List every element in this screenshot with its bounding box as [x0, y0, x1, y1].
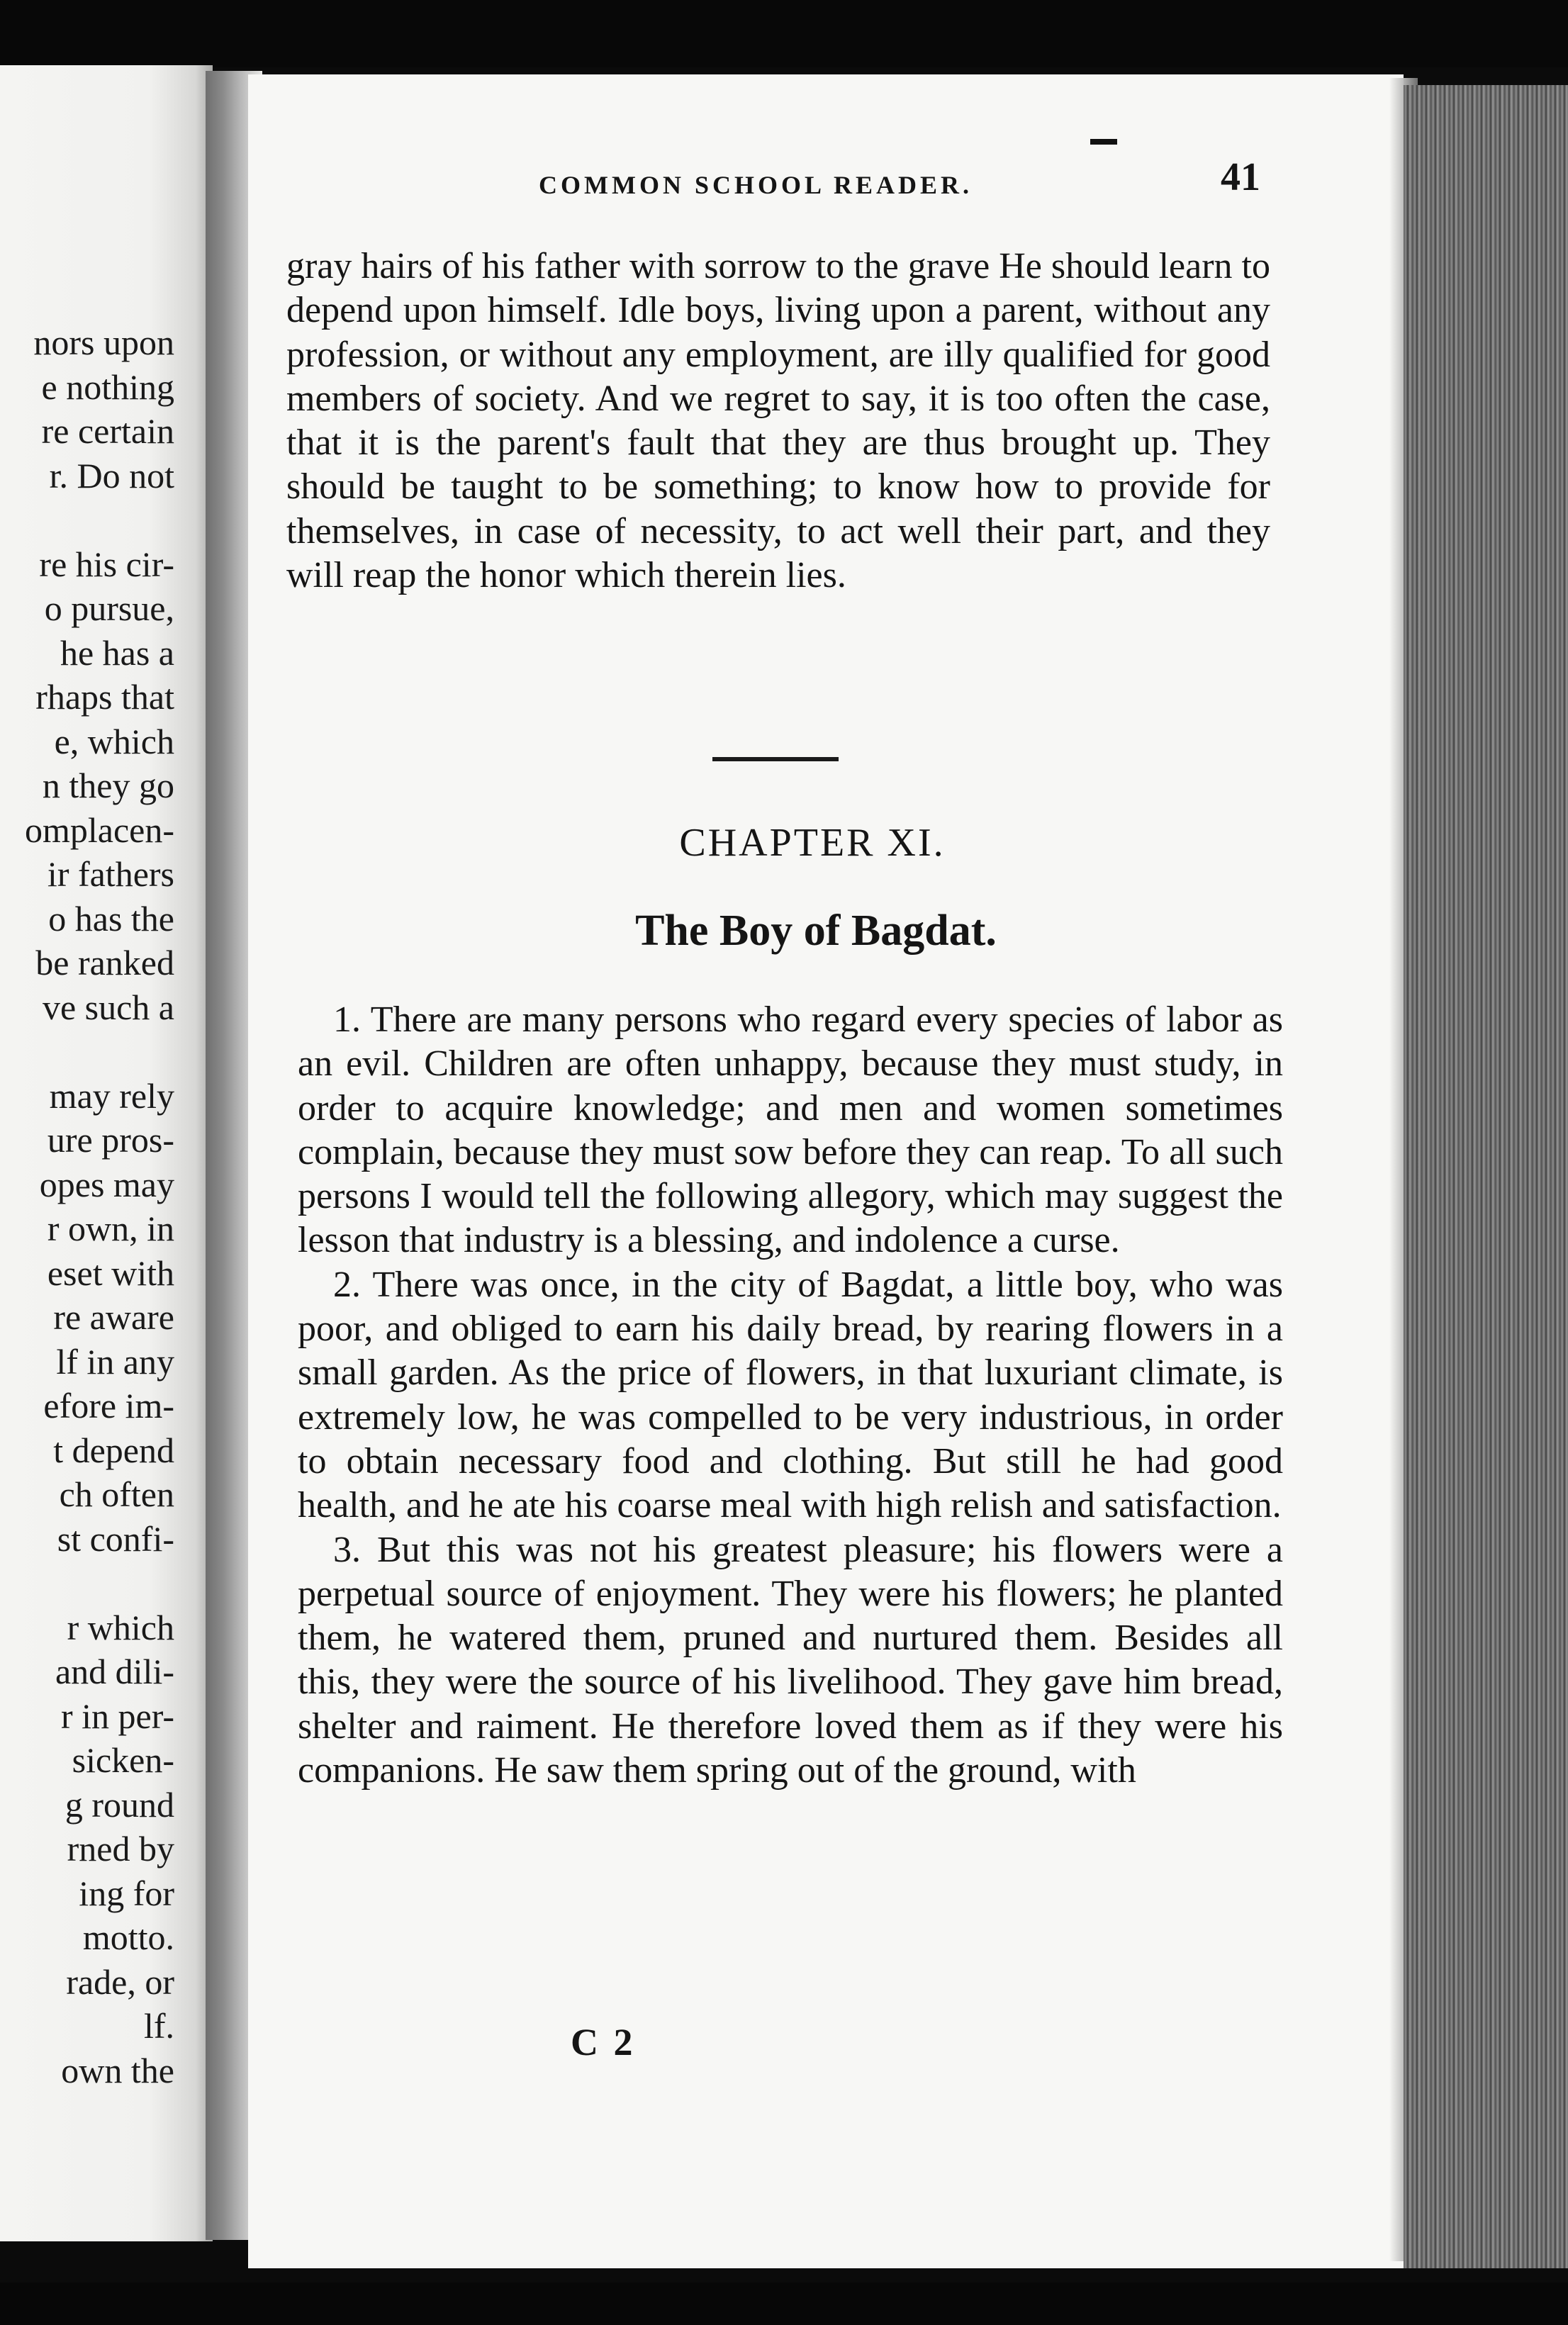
chapter-title [0, 906, 1568, 956]
continuation-text [286, 245, 1270, 598]
left-page-line: re his cir- [39, 544, 174, 584]
left-page-line: o pursue, [44, 588, 174, 628]
header-mark [1090, 139, 1117, 145]
left-page-line: g round [65, 1784, 174, 1825]
left-page-line: n they go [42, 766, 174, 805]
left-page-line: efore im- [43, 1386, 174, 1425]
section-rule [712, 757, 839, 761]
left-page-line: r in per- [60, 1696, 174, 1736]
paragraph-3: 3. But this was not his greatest pleasure; his flowers were a perpetual source of enjoyment. They were his flowers; he planted them, he watered them, pruned and nurtured them. Besides all this, they were the source of his livelihood. They gave him bread, shelter and raiment. He therefore loved them as if they were his companions. He saw them spring out of the ground, with [298, 1529, 1283, 1791]
chapter-heading-text: CHAPTER XI. [679, 821, 946, 865]
left-page-line: motto. [82, 1917, 174, 1957]
left-page-line [0, 498, 174, 542]
continuation-paragraph: gray hairs of his father with sorrow to the grave He should learn to depend upon himself. Idle boys, living upon a parent, without any profession, or without any employment, are illy qualified for good members of society. And we regret to say, it is too often the case, that it is the parent's fault that they are thus brought up. They should be taught to be something; to know how to provide for themselves, in case of necessity, to act well their part, and they will reap the honor which therein lies. [286, 246, 1270, 596]
left-page-line: eset with [47, 1253, 174, 1293]
signature-mark: C 2 [571, 2021, 636, 2063]
left-page-line: lf. [143, 2006, 174, 2046]
scan-bottom-border [0, 2282, 1568, 2325]
left-page-line: sicken- [72, 1740, 174, 1780]
scan-top-border [0, 0, 1568, 67]
left-page-line: lf in any [56, 1341, 174, 1382]
left-page-line: own the [61, 2050, 174, 2090]
paragraph-2: 2. There was once, in the city of Bagdat, a little boy, who was poor, and obliged to earn his daily bread, by rearing flowers in a small garden. As the price of flowers, in that luxuriant climate, is extremely low, he was compelled to be very industrious, in order to obtain necessary food and clothing. But still he had good health, and he ate his coarse meal with high relish and satisfaction. [298, 1264, 1283, 1526]
left-page-line: omplacen- [24, 809, 174, 850]
left-page-line: rhaps that [35, 677, 174, 717]
left-page-line [0, 1029, 174, 1074]
left-page-line: may rely [49, 1075, 174, 1116]
chapter-title-text: The Boy of Bagdat. [635, 907, 997, 955]
left-page-line: re certain [41, 411, 174, 451]
left-page-line: t depend [53, 1430, 174, 1470]
left-page-line: st confi- [57, 1518, 174, 1559]
left-page-line: ing for [79, 1873, 174, 1913]
left-page-line: he has a [60, 632, 174, 673]
left-page-line [0, 1561, 174, 1606]
page-number: 41 [1221, 155, 1260, 199]
page-edge-stack [1404, 85, 1568, 2268]
left-page-line: r which [67, 1607, 174, 1647]
chapter-body [298, 998, 1283, 1793]
left-page-line: re aware [53, 1297, 174, 1337]
left-page-line: o has the [48, 898, 174, 939]
running-head: COMMON SCHOOL READER. [539, 171, 973, 199]
left-page-line: nors upon [33, 323, 174, 362]
left-page-line: r own, in [47, 1209, 174, 1248]
left-page-line: opes may [39, 1164, 174, 1204]
left-page-line: ch often [59, 1474, 174, 1514]
left-page-line: ve such a [42, 987, 174, 1027]
left-page-line: rned by [67, 1829, 174, 1869]
left-page-line: r. Do not [49, 455, 174, 495]
chapter-heading [0, 820, 1568, 865]
left-page-line: be ranked [35, 943, 174, 982]
left-facing-page [0, 65, 213, 2241]
left-page-line: and dili- [55, 1652, 174, 1691]
left-page-line: ure pros- [47, 1120, 174, 1160]
left-page-line: e, which [54, 721, 174, 761]
left-page-line: ir fathers [47, 854, 174, 894]
left-page-line: rade, or [66, 1961, 174, 2002]
left-page-text [0, 320, 174, 2092]
left-page-line: e nothing [41, 366, 174, 407]
paragraph-1: 1. There are many persons who regard every species of labor as an evil. Children are often unhappy, because they must study, in order to acquire knowledge; and men and women sometimes complain, because they must sow before they can reap. To all such persons I would tell the following allegory, which may suggest the lesson that industry is a blessing, and indolence a curse. [298, 999, 1283, 1261]
